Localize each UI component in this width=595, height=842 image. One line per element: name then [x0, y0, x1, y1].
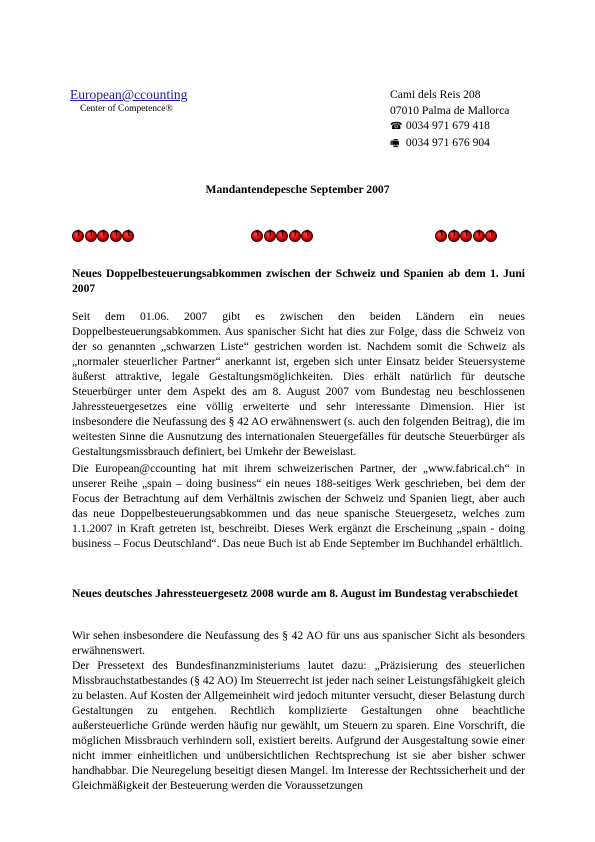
section-heading-jstg: Neues deutsches Jahressteuergesetz 2008 wurde am 8. August im Bundestag verabschiedet	[72, 587, 518, 600]
red-cross-dot-icon	[473, 230, 485, 242]
red-cross-dot-icon	[301, 230, 313, 242]
phone-line	[390, 118, 509, 135]
red-cross-dot-icon	[264, 230, 276, 242]
red-cross-dot-icon	[251, 230, 263, 242]
red-cross-dot-icon	[435, 230, 447, 242]
red-cross-dot-icon	[110, 230, 122, 242]
ornament-group-left	[72, 230, 134, 242]
paragraph: Die European@ccounting hat mit ihrem schweizerischen Partner, der „www.fabrical.ch“ in unserer Reihe „spain – doing business“ ein neues 188-seitiges Werk geschrieben, bei dem der Focus der Betrachtung auf dem Verhältnis zwischen der Schweiz und Spanien liegt, aber auch das neue Doppelbesteuerungsabkommen und das neue spanische Steuergesetz, welches zum 1.1.2007 in Kraft getreten ist, beschreibt. Dieses Werk ergänzt die Erscheinung „spain - doing business – Focus Deutschland“. Das neue Buch ist ab Ende September im Buchhandel erhältlich.	[72, 462, 525, 550]
section-jstg-heading-block	[72, 586, 525, 601]
red-cross-dot-icon	[72, 230, 84, 242]
red-cross-dot-icon	[289, 230, 301, 242]
brand-subtitle: Center of Competence®	[80, 104, 173, 114]
paragraph: Seit dem 01.06. 2007 gibt es zwischen den beiden Ländern ein neues Doppelbesteuerungsabkommen. Aus spanischer Sicht hat dies zur Folge, dass die Schweiz von der so genannten „schwarzen Liste“ gestrichen worden ist. Nachdem somit die Schweiz als „normaler steuerlicher Partner“ anerkannt ist, ergeben sich unter Einsatz beider Steuersysteme äußerst attraktive, legale Gestaltungsmöglichkeiten. Dies erhält natürlich für deutsche Steuerbürger unter dem Aspekt des am 8. August 2007 vom Bundestag neu beschlossenen Jahressteuergesetzes eine völlig erweiterte und sehr interessante Dimension. Hier ist insbesondere die Neufassung des § 42 AO erwähnenswert (s. auch den folgenden Beitrag), die im weitesten Sinne die Ausnutzung des internationalen Steuergefälles für deutsche Steuerbürger als Gestaltungsmissbrauch definiert, bei Umkehr der Beweislast.	[72, 310, 525, 458]
address-city: 07010 Palma de Mallorca	[390, 103, 510, 117]
fax-line	[390, 135, 509, 152]
section-jstg-body-block	[72, 628, 525, 793]
letterhead-brand	[70, 87, 187, 114]
section-dba-para1-block	[72, 309, 525, 459]
red-cross-dot-icon	[85, 230, 97, 242]
paragraph: Der Pressetext des Bundesfinanzministeriums lautet dazu: „Präzisierung des steuerlichen Missbrauchstatbestandes (§ 42 AO) Im Steuerrecht ist jeder nach seiner Leistungsfähigkeit gleich zu belasten. Auf Kosten der Allgemeinheit wird jedoch mitunter versucht, dieser Belastung durch Gestaltungen zu entgehen. Rechtlich komplizierte Gestaltungen ohne beachtliche außersteuerliche Gründe werden häufig nur gewählt, um Steuern zu sparen. Eine Vorschrift, die möglichen Missbrauch verhindern soll, existiert bereits. Aufgrund der Ausgestaltung sowie einer nicht immer einheitlichen und unübersichtlichen Rechtsprechung ist sie aber bisher schwer handhabbar. Die Neuregelung beseitigt diesen Mangel. Im Interesse der Rechtssicherheit und der Gleichmäßigkeit der Besteuerung werden die Voraussetzungen	[72, 659, 525, 792]
red-cross-dot-icon	[485, 230, 497, 242]
letterhead-address	[390, 87, 509, 151]
ornament-row	[0, 230, 595, 244]
brand-link[interactable]: European@ccounting	[70, 87, 188, 102]
red-cross-dot-icon	[460, 230, 472, 242]
fax-number: 0034 971 676 904	[405, 135, 490, 149]
section-dba-para2-block	[72, 461, 525, 551]
red-cross-dot-icon	[122, 230, 134, 242]
dispatch-title: Mandantendepesche September 2007	[205, 183, 390, 196]
red-cross-dot-icon	[97, 230, 109, 242]
fax-icon: 🖷	[390, 137, 400, 149]
address-street: Cami dels Reis 208	[390, 88, 481, 101]
section-dba-heading-block	[72, 266, 525, 296]
red-cross-dot-icon	[276, 230, 288, 242]
section-heading-dba: Neues Doppelbesteuerungsabkommen zwischen der Schweiz und Spanien ab dem 1. Juni 2007	[72, 267, 525, 295]
phone-number: 0034 971 679 418	[405, 119, 490, 132]
ornament-group-center	[251, 230, 313, 242]
paragraph: Wir sehen insbesondere die Neufassung des § 42 AO für uns aus spanischer Sicht als besonders erwähnenswert.	[72, 629, 525, 657]
ornament-group-right	[435, 230, 497, 242]
red-cross-dot-icon	[448, 230, 460, 242]
phone-icon: ☎	[390, 121, 403, 132]
